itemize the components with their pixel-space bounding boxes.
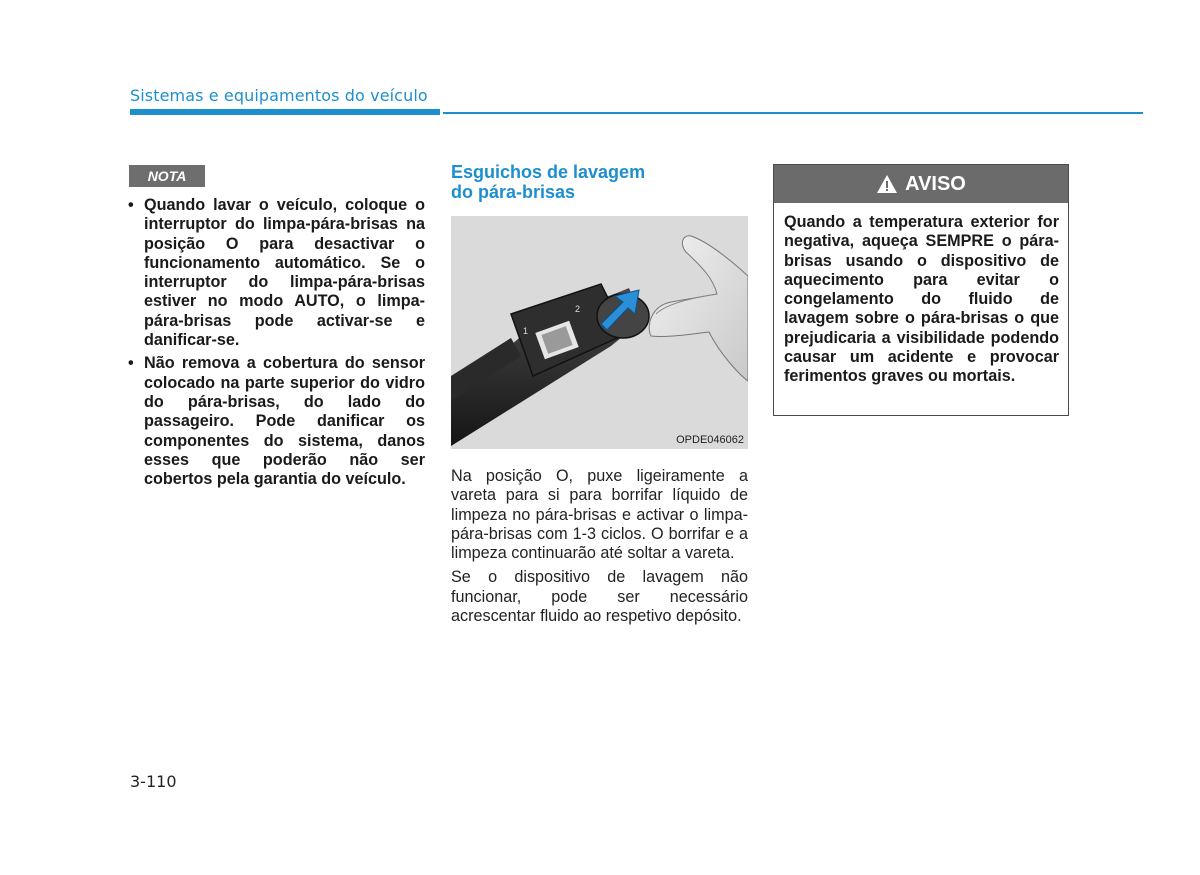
wiper-stalk-illustration: [451, 216, 748, 449]
nota-item: • Não remova a cobertura do sensor colocado na parte superior do vidro do pára-brisas, do lado do passageiro. Pode danificar os componentes do sistema, danos esses que poderão não ser cobertos pela garantia do veículo.: [128, 354, 425, 489]
svg-text:2: 2: [575, 304, 581, 314]
nota-item: • Quando lavar o veículo, coloque o interruptor do limpa-pára-brisas na posição O para desactivar o funcionamento automático. Se o interruptor do limpa-pára-brisas estiver no modo AUTO, o limpa-pára-brisas pode activar-se e danificar-se.: [128, 196, 425, 350]
nota-list: [128, 196, 425, 493]
warning-box: [773, 164, 1069, 416]
section-title-line: Esguichos de lavagem: [451, 162, 646, 182]
section-title: [451, 162, 751, 202]
section-body: [451, 467, 748, 631]
wiper-stalk-figure: [451, 216, 748, 449]
svg-text:1: 1: [523, 326, 529, 336]
nota-item-text: Não remova a cobertura do sensor colocado na parte superior do vidro do pára-brisas, do lado do passageiro. Pode danificar os componentes do sistema, danos esses que poderão não ser cobertos pela garantia do veículo.: [144, 354, 425, 489]
page-number: 3-110: [130, 772, 177, 791]
warning-title: AVISO: [905, 172, 966, 195]
section-title-line: do pára-brisas: [451, 182, 576, 202]
chapter-title: Sistemas e equipamentos do veículo: [130, 86, 428, 105]
nota-badge: NOTA: [129, 165, 205, 187]
header-rule-thick: [130, 109, 440, 115]
svg-text:⌒: ⌒: [485, 340, 498, 354]
warning-body: Quando a temperatura exterior for negativa, aqueça SEMPRE o pára-brisas usando o dispositivo de aquecimento para evitar o congelamento do fluido de lavagem sobre o pára-brisas o que prejudicaria a visibilidade podendo causar um acidente e provocar ferimentos graves ou mortais.: [784, 213, 1059, 386]
paragraph: Se o dispositivo de lavagem não funcionar, pode ser necessário acrescentar fluido ao respetivo depósito.: [451, 568, 748, 626]
nota-item-text: Quando lavar o veículo, coloque o interruptor do limpa-pára-brisas na posição O para desactivar o funcionamento automático. Se o interruptor do limpa-pára-brisas estiver no modo AUTO, o limpa-pára-brisas pode activar-se e danificar-se.: [144, 196, 425, 350]
warning-triangle-icon: [876, 174, 898, 194]
paragraph: Na posição O, puxe ligeiramente a vareta para si para borrifar líquido de limpeza no pára-brisas e activar o limpa-pára-brisas com 1-3 ciclos. O borrifar e a limpeza continuarão até soltar a vareta.: [451, 467, 748, 563]
header-rule-thin: [443, 112, 1143, 114]
figure-code: OPDE046062: [676, 434, 744, 446]
warning-header: [774, 165, 1068, 203]
